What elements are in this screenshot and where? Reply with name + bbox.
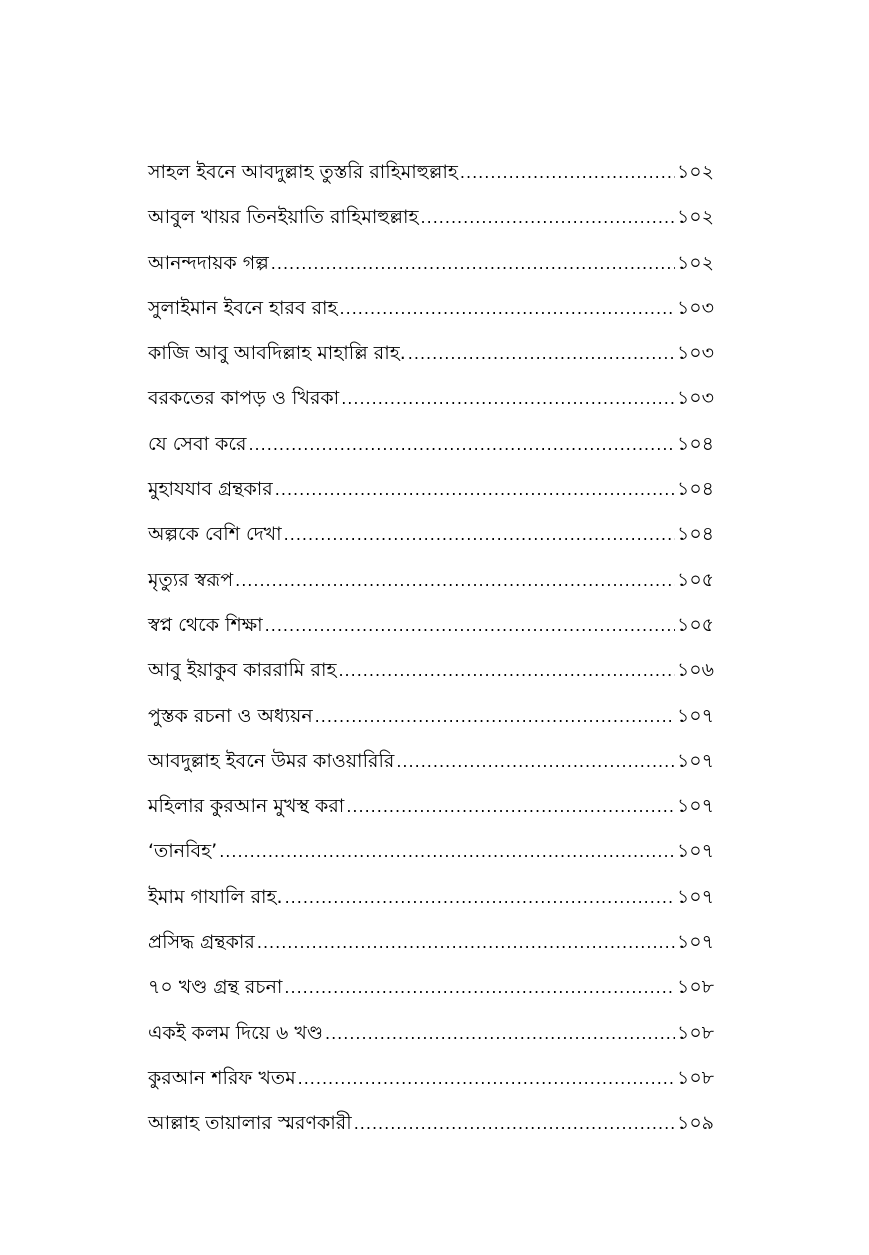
toc-entry[interactable] bbox=[148, 422, 714, 467]
dot-leader bbox=[325, 1011, 675, 1056]
toc-entry-title: সুলাইমান ইবনে হারব রাহ bbox=[148, 296, 338, 319]
toc-entry[interactable] bbox=[148, 512, 714, 557]
toc-entry-page: ১০২ bbox=[676, 161, 714, 183]
dot-leader bbox=[421, 195, 675, 240]
dot-leader bbox=[257, 920, 675, 965]
toc-entry-title: আবু ইয়াকুব কাররামি রাহ bbox=[148, 659, 337, 682]
toc-entry-page: ১০২ bbox=[676, 251, 714, 274]
toc-entry[interactable] bbox=[148, 739, 714, 784]
toc-entry[interactable] bbox=[148, 965, 714, 1010]
dot-leader bbox=[396, 739, 675, 784]
dot-leader bbox=[265, 603, 675, 648]
toc-entry-title: প্রসিদ্ধ গ্রন্থকার bbox=[148, 931, 255, 954]
toc-entry-title: একই কলম দিয়ে ৬ খণ্ড bbox=[148, 1021, 323, 1044]
toc-entry[interactable] bbox=[148, 150, 714, 195]
toc-entry-title: মৃত্যুর স্বরূপ bbox=[148, 568, 234, 591]
toc-entry[interactable] bbox=[148, 376, 714, 421]
toc-entry-title: আনন্দদায়ক গল্প bbox=[148, 251, 269, 274]
toc-entry-title: স্বপ্ন থেকে শিক্ষা bbox=[148, 613, 263, 636]
toc-entry[interactable] bbox=[148, 829, 714, 874]
toc-entry-title: আবুল খায়র তিনইয়াতি রাহিমাহুল্লাহ bbox=[148, 206, 419, 229]
toc-entry-page: ১০৪ bbox=[676, 478, 714, 501]
toc-entry-title: আবদুল্লাহ ইবনে উমর কাওয়ারিরি bbox=[148, 749, 395, 772]
toc-entry-page: ১০৭ bbox=[676, 840, 714, 863]
toc-entry-page: ১০৮ bbox=[676, 1066, 714, 1089]
dot-leader bbox=[248, 422, 675, 467]
dot-leader bbox=[235, 558, 675, 603]
toc-entry-page: ১০৩ bbox=[676, 342, 714, 365]
toc-entry[interactable] bbox=[148, 603, 714, 648]
dot-leader bbox=[285, 875, 675, 920]
toc-entry-page: ১০৬ bbox=[676, 659, 714, 682]
toc-entry-page: ১০৭ bbox=[676, 704, 714, 727]
toc-entry[interactable] bbox=[148, 241, 714, 286]
toc-entry[interactable] bbox=[148, 467, 714, 512]
toc-entry[interactable] bbox=[148, 784, 714, 829]
toc-entry-page: ১০৩ bbox=[676, 296, 714, 319]
toc-entry-page: ১০৮ bbox=[676, 1021, 714, 1044]
toc-entry-page: ১০৪ bbox=[676, 523, 714, 546]
toc-entry-page: ১০৮ bbox=[676, 976, 714, 999]
toc-entry-page: ১০৫ bbox=[676, 568, 714, 591]
toc-entry-page: ১০৩ bbox=[676, 387, 714, 410]
dot-leader bbox=[338, 648, 675, 693]
dot-leader bbox=[271, 241, 675, 286]
toc-entry[interactable] bbox=[148, 331, 714, 376]
toc-entry-page: ১০৭ bbox=[676, 885, 714, 908]
toc-entry[interactable] bbox=[148, 875, 714, 920]
dot-leader bbox=[341, 376, 675, 421]
toc-entry[interactable] bbox=[148, 1011, 714, 1056]
toc-entry-page: ১০৪ bbox=[676, 432, 714, 455]
toc-entry[interactable] bbox=[148, 286, 714, 331]
dot-leader bbox=[284, 965, 675, 1010]
toc-entry[interactable] bbox=[148, 1056, 714, 1101]
toc-entry[interactable] bbox=[148, 648, 714, 693]
toc-entry-title: যে সেবা করে bbox=[148, 432, 247, 455]
toc-entry-page: ১০২ bbox=[676, 206, 714, 229]
toc-entry-title: মহিলার কুরআন মুখস্থ করা bbox=[148, 795, 345, 818]
dot-leader bbox=[408, 331, 675, 376]
toc-entry[interactable] bbox=[148, 694, 714, 739]
toc-entry-title: ৭০ খণ্ড গ্রন্থ রচনা bbox=[148, 976, 283, 999]
toc-entry-title: সাহল ইবনে আবদুল্লাহ তুস্তরি রাহিমাহুল্লাহ bbox=[148, 161, 458, 183]
dot-leader bbox=[284, 512, 675, 557]
toc-entry-title: বরকতের কাপড় ও খিরকা bbox=[148, 387, 340, 410]
toc-entry-title: পুস্তক রচনা ও অধ্যয়ন bbox=[148, 704, 313, 727]
dot-leader bbox=[275, 467, 675, 512]
toc-entry-title: আল্লাহ তায়ালার স্মরণকারী bbox=[148, 1112, 352, 1135]
toc-entry[interactable] bbox=[148, 558, 714, 603]
table-of-contents bbox=[148, 150, 714, 1147]
toc-entry-title: ইমাম গাযালি রাহ. bbox=[148, 885, 283, 908]
toc-entry-title: অল্পকে বেশি দেখা bbox=[148, 523, 282, 546]
toc-entry-title: ‘তানবিহ’ bbox=[148, 840, 218, 863]
toc-entry-page: ১০৭ bbox=[676, 795, 714, 818]
dot-leader bbox=[298, 1056, 675, 1101]
dot-leader bbox=[354, 1101, 675, 1146]
toc-entry-title: মুহাযযাব গ্রন্থকার bbox=[148, 478, 273, 501]
toc-entry-title: কুরআন শরিফ খতম bbox=[148, 1066, 296, 1089]
toc-entry[interactable] bbox=[148, 1101, 714, 1146]
toc-entry-page: ১০৯ bbox=[676, 1112, 714, 1135]
toc-entry[interactable] bbox=[148, 195, 714, 240]
dot-leader bbox=[315, 694, 675, 739]
toc-entry-page: ১০৫ bbox=[676, 613, 714, 636]
toc-entry-page: ১০৭ bbox=[676, 931, 714, 954]
dot-leader bbox=[460, 150, 675, 195]
dot-leader bbox=[219, 829, 675, 874]
toc-entry-page: ১০৭ bbox=[676, 749, 714, 772]
dot-leader bbox=[340, 286, 675, 331]
dot-leader bbox=[346, 784, 675, 829]
toc-entry[interactable] bbox=[148, 920, 714, 965]
toc-entry-title: কাজি আবু আবদিল্লাহ মাহাল্লি রাহ. bbox=[148, 342, 406, 365]
